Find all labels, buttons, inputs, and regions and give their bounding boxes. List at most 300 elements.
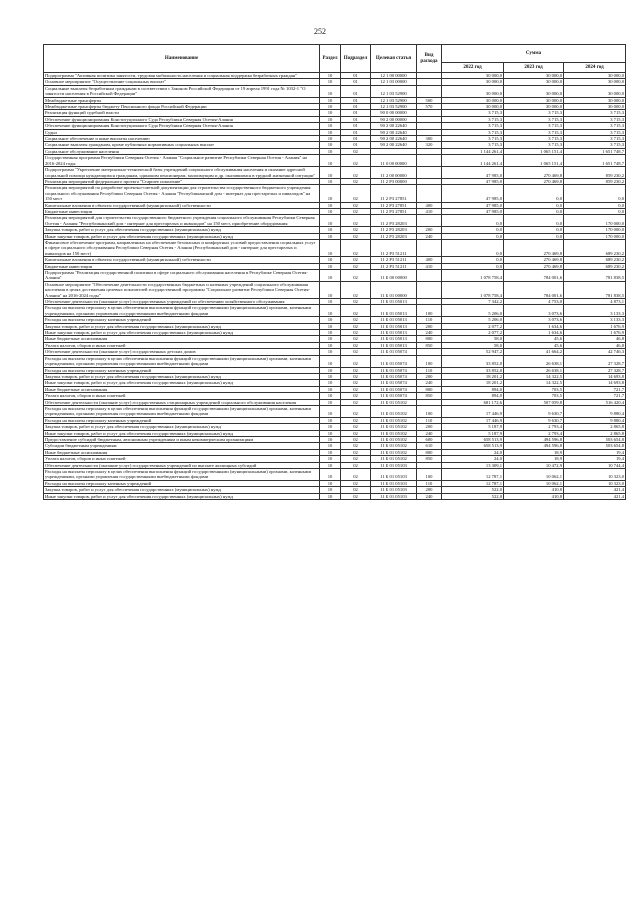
cell-expense-type: 610 bbox=[417, 443, 442, 449]
cell-target: 11 Б 01 05074 bbox=[371, 393, 417, 399]
cell-sum-2024: 170 000,0 bbox=[564, 227, 626, 233]
cell-sum-2023: 3 715,3 bbox=[504, 129, 564, 135]
cell-target: 90 2 00 22640 bbox=[371, 142, 417, 148]
cell-sum-2023: 3 715,3 bbox=[504, 142, 564, 148]
cell-section: 10 bbox=[320, 263, 341, 269]
cell-sum-2023: 45,6 bbox=[504, 336, 564, 342]
cell-sum-2023: 410,8 bbox=[504, 487, 564, 493]
cell-sum-2023: 0,0 bbox=[504, 185, 564, 202]
cell-subsection: 02 bbox=[341, 373, 371, 379]
cell-sum-2023: 784 001,6 bbox=[504, 270, 564, 282]
cell-section: 10 bbox=[320, 215, 341, 227]
cell-section: 10 bbox=[320, 355, 341, 367]
cell-sum-2023: 3 715,3 bbox=[504, 116, 564, 122]
cell-subsection: 01 bbox=[341, 79, 371, 85]
table-row bbox=[44, 167, 626, 179]
cell-subsection: 02 bbox=[341, 355, 371, 367]
cell-sum-2023: 703,5 bbox=[504, 393, 564, 399]
cell-subsection: 02 bbox=[341, 430, 371, 436]
cell-target: 11 Б 01 05103 bbox=[371, 480, 417, 486]
cell-sum-2022: 12 787,1 bbox=[442, 469, 504, 481]
cell-section: 10 bbox=[320, 305, 341, 317]
cell-target: 11 Б 01 05103 bbox=[371, 487, 417, 493]
cell-target: 11 Б 01 05013 bbox=[371, 299, 417, 305]
cell-name: Иные закупки товаров, работ и услуг для обеспечения государственных (муниципальных) нужд bbox=[44, 430, 320, 436]
cell-target: 90 2 00 22640 bbox=[371, 129, 417, 135]
cell-target: 11 2 P3 27851 bbox=[371, 185, 417, 202]
table-row bbox=[44, 305, 626, 317]
cell-sum-2023: 784 001,6 bbox=[504, 281, 564, 298]
cell-subsection: 02 bbox=[341, 342, 371, 348]
cell-sum-2023: 1 065 151,4 bbox=[504, 155, 564, 167]
cell-target: 11 Б 01 05074 bbox=[371, 373, 417, 379]
cell-sum-2024: 3 715,3 bbox=[564, 136, 626, 142]
cell-sum-2022: 33 852,0 bbox=[442, 355, 504, 367]
cell-name: Иные бюджетные ассигнования bbox=[44, 336, 320, 342]
cell-section: 10 bbox=[320, 469, 341, 481]
cell-subsection: 02 bbox=[341, 208, 371, 214]
cell-sum-2022: 13 309,1 bbox=[442, 462, 504, 468]
cell-section: 10 bbox=[320, 380, 341, 386]
cell-expense-type: 110 bbox=[417, 417, 442, 423]
cell-expense-type: 110 bbox=[417, 367, 442, 373]
cell-target: 11 Б 01 05103 bbox=[371, 462, 417, 468]
cell-sum-2022: 18 201,2 bbox=[442, 380, 504, 386]
cell-name: Расходы на выплаты персоналу казенных учреждений bbox=[44, 417, 320, 423]
cell-sum-2022: 0,0 bbox=[442, 263, 504, 269]
table-row bbox=[44, 155, 626, 167]
cell-sum-2023: 3 715,3 bbox=[504, 123, 564, 129]
cell-section: 10 bbox=[320, 116, 341, 122]
cell-sum-2023: 0,0 bbox=[504, 215, 564, 227]
cell-sum-2023: 1 634,6 bbox=[504, 330, 564, 336]
cell-sum-2022: 30 000,0 bbox=[442, 97, 504, 103]
cell-sum-2023: 270 469,8 bbox=[504, 263, 564, 269]
cell-subsection: 02 bbox=[341, 281, 371, 298]
cell-sum-2022: 0,0 bbox=[442, 239, 504, 256]
cell-name: Расходы на выплаты персоналу в целях обеспечения выполнения функций государственными (муниципальными) органами, казенными учреждениями, органами управления государственными внебюджетными фондами bbox=[44, 305, 320, 317]
cell-sum-2022: 2 077,2 bbox=[442, 323, 504, 329]
cell-target: 11 Б 01 05074 bbox=[371, 349, 417, 355]
cell-expense-type bbox=[417, 185, 442, 202]
cell-sum-2024: 781 838,5 bbox=[564, 270, 626, 282]
cell-sum-2024: 3 715,3 bbox=[564, 129, 626, 135]
cell-sum-2022: 17 446,9 bbox=[442, 417, 504, 423]
header-name: Наименование bbox=[44, 45, 320, 73]
cell-sum-2023: 30 000,0 bbox=[504, 79, 564, 85]
cell-subsection: 02 bbox=[341, 305, 371, 317]
cell-expense-type: 410 bbox=[417, 208, 442, 214]
cell-target: 11 Б 01 05102 bbox=[371, 430, 417, 436]
cell-sum-2023: 0,0 bbox=[504, 208, 564, 214]
header-subsection: Подраздел bbox=[341, 45, 371, 73]
cell-target: 11 Б 01 05102 bbox=[371, 424, 417, 430]
table-row bbox=[44, 185, 626, 202]
cell-name: Реализация мероприятий по разработке проектно-сметной документации для строительства государственного бюджетного учреждения социального обслуживания Республики Северная Осетия - Алания "Республиканский дом - интернат для престарелых и инвалидов" на 150 мест bbox=[44, 185, 320, 202]
cell-name: Иные закупки товаров, работ и услуг для обеспечения государственных (муниципальных) нужд bbox=[44, 330, 320, 336]
cell-sum-2023: 494 596,8 bbox=[504, 436, 564, 442]
header-sums: Сумма bbox=[442, 45, 626, 63]
cell-section: 10 bbox=[320, 227, 341, 233]
cell-subsection: 01 bbox=[341, 129, 371, 135]
cell-section: 10 bbox=[320, 342, 341, 348]
cell-section: 10 bbox=[320, 323, 341, 329]
cell-sum-2024: 3 715,3 bbox=[564, 123, 626, 129]
cell-section: 10 bbox=[320, 123, 341, 129]
cell-sum-2023: 10 062,1 bbox=[504, 469, 564, 481]
cell-section: 10 bbox=[320, 386, 341, 392]
cell-target: 11 2 P3 51211 bbox=[371, 257, 417, 263]
cell-section: 10 bbox=[320, 367, 341, 373]
cell-sum-2024: 421,4 bbox=[564, 493, 626, 499]
cell-sum-2024: 9 880,4 bbox=[564, 417, 626, 423]
cell-subsection: 02 bbox=[341, 380, 371, 386]
cell-target: 11 Б 01 05103 bbox=[371, 493, 417, 499]
header-year-2023: 2023 год bbox=[504, 63, 564, 73]
cell-sum-2022: 47 985,0 bbox=[442, 185, 504, 202]
cell-sum-2024: 689 230,2 bbox=[564, 263, 626, 269]
cell-sum-2023: 0,0 bbox=[504, 227, 564, 233]
cell-sum-2023: 3 073,6 bbox=[504, 317, 564, 323]
cell-subsection: 02 bbox=[341, 185, 371, 202]
cell-name: Расходы на выплаты персоналу в целях обеспечения выполнения функций государственными (муниципальными) органами, казенными учреждениями, органами управления государственными внебюджетными фондами bbox=[44, 355, 320, 367]
cell-expense-type bbox=[417, 270, 442, 282]
cell-sum-2024: 503 654,8 bbox=[564, 436, 626, 442]
cell-sum-2024: 46,8 bbox=[564, 342, 626, 348]
cell-sum-2022: 24,0 bbox=[442, 456, 504, 462]
budget-table bbox=[43, 44, 626, 500]
cell-sum-2023: 9 630,7 bbox=[504, 405, 564, 417]
cell-subsection: 02 bbox=[341, 393, 371, 399]
cell-sum-2023: 1 634,6 bbox=[504, 323, 564, 329]
cell-target: 12 1 00 00000 bbox=[371, 73, 417, 79]
cell-sum-2022: 3 715,3 bbox=[442, 123, 504, 129]
cell-sum-2022: 47 985,0 bbox=[442, 202, 504, 208]
cell-name: Социальные выплаты гражданам, кроме публичных нормативных социальных выплат bbox=[44, 142, 320, 148]
cell-subsection: 01 bbox=[341, 116, 371, 122]
table-row bbox=[44, 85, 626, 97]
cell-subsection: 01 bbox=[341, 104, 371, 110]
cell-name: Закупка товаров, работ и услуг для обеспечения государственных (муниципальных) нужд bbox=[44, 424, 320, 430]
cell-subsection: 02 bbox=[341, 349, 371, 355]
table-row bbox=[44, 215, 626, 227]
cell-name: Финансовое обеспечение программ, направленных на обеспечение безопасных и комфортных условий предоставления социальных услуг в сфере социального обслуживания Республики Северная Осетия - Алания (Республиканский дом - интернат для престарелых и инвалидов на 150 мест) bbox=[44, 239, 320, 256]
cell-section: 10 bbox=[320, 349, 341, 355]
cell-subsection: 01 bbox=[341, 123, 371, 129]
cell-sum-2024: 9 880,4 bbox=[564, 405, 626, 417]
cell-subsection: 02 bbox=[341, 202, 371, 208]
cell-sum-2022: 2 077,2 bbox=[442, 330, 504, 336]
cell-target: 90 2 00 22640 bbox=[371, 123, 417, 129]
cell-sum-2024: 10 323,0 bbox=[564, 469, 626, 481]
header-year-2024: 2024 год bbox=[564, 63, 626, 73]
cell-section: 10 bbox=[320, 443, 341, 449]
cell-sum-2022: 24,0 bbox=[442, 449, 504, 455]
table-row bbox=[44, 355, 626, 367]
cell-section: 10 bbox=[320, 281, 341, 298]
cell-expense-type: 240 bbox=[417, 380, 442, 386]
header-section: Раздел bbox=[320, 45, 341, 73]
table-row bbox=[44, 405, 626, 417]
cell-target: 11 Б 01 05102 bbox=[371, 443, 417, 449]
table-header bbox=[44, 45, 626, 73]
cell-sum-2022: 12 787,1 bbox=[442, 480, 504, 486]
cell-sum-2023: 26 638,1 bbox=[504, 355, 564, 367]
cell-name: Обеспечение деятельности (оказание услуг) государственных стационарных учреждений социального обслуживания населения bbox=[44, 399, 320, 405]
cell-name: Субсидии бюджетным учреждениям bbox=[44, 443, 320, 449]
cell-sum-2022: 47 985,0 bbox=[442, 178, 504, 184]
cell-sum-2024: 3 715,3 bbox=[564, 142, 626, 148]
cell-name: Капитальные вложения в объекты государственной (муниципальной) собственности bbox=[44, 202, 320, 208]
cell-subsection: 02 bbox=[341, 323, 371, 329]
cell-sum-2022: 0,0 bbox=[442, 233, 504, 239]
cell-sum-2024: 859 230,2 bbox=[564, 167, 626, 179]
page-number: 252 bbox=[314, 27, 326, 36]
cell-sum-2022: 3 715,3 bbox=[442, 142, 504, 148]
cell-name: Расходы на выплаты персоналу в целях обеспечения выполнения функций государственными (муниципальными) органами, казенными учреждениями, органами управления государственными внебюджетными фондами bbox=[44, 469, 320, 481]
cell-name: Межбюджетные трансферты бюджету Пенсионного фонда Российской Федерации bbox=[44, 104, 320, 110]
cell-sum-2022: 522,0 bbox=[442, 487, 504, 493]
header-expense-type: Вид расхода bbox=[417, 45, 442, 73]
cell-section: 10 bbox=[320, 142, 341, 148]
cell-section: 10 bbox=[320, 330, 341, 336]
cell-sum-2024: 421,4 bbox=[564, 487, 626, 493]
cell-expense-type: 110 bbox=[417, 317, 442, 323]
cell-name: Судьи bbox=[44, 129, 320, 135]
cell-sum-2023: 30 000,0 bbox=[504, 97, 564, 103]
cell-target: 11 Б 01 05074 bbox=[371, 380, 417, 386]
cell-name: Расходы на выплаты персоналу в целях обеспечения выполнения функций государственными (муниципальными) органами, казенными учреждениями, органами управления государственными внебюджетными фондами bbox=[44, 405, 320, 417]
cell-sum-2024: 10 323,0 bbox=[564, 480, 626, 486]
cell-section: 10 bbox=[320, 462, 341, 468]
cell-target: 12 1 03 52900 bbox=[371, 104, 417, 110]
cell-sum-2023: 18,9 bbox=[504, 449, 564, 455]
cell-name: Закупка товаров, работ и услуг для обеспечения государственных (муниципальных) нужд bbox=[44, 323, 320, 329]
cell-subsection: 02 bbox=[341, 424, 371, 430]
cell-section: 10 bbox=[320, 239, 341, 256]
cell-name: Предоставление субсидий бюджетным, автономным учреждениям и иным некоммерческим организациям bbox=[44, 436, 320, 442]
cell-name: Реализация мероприятий для строительства государственного бюджетного учреждения социального обслуживания Республики Северная Осетия - Алания "Республиканский дом - интернат для престарелых и инвалидов" на 150 мест, приобретение оборудования bbox=[44, 215, 320, 227]
cell-target: 11 Б 01 05102 bbox=[371, 417, 417, 423]
cell-name: Подпрограмма "Укрепление материально-технической базы учреждений социального обслуживания населения и оказание адресной социальной помощи нуждающимся гражданам, одиноким пенсионерам, малоимущим и др. оказавшимся в трудной жизненной ситуации" bbox=[44, 167, 320, 179]
cell-section: 10 bbox=[320, 487, 341, 493]
cell-name: Уплата налогов, сборов и иных платежей bbox=[44, 393, 320, 399]
cell-sum-2023: 0,0 bbox=[504, 233, 564, 239]
cell-name: Подпрограмма "Реализация государственной политики в сфере социального обслуживания населения в Республике Северная Осетия-Алания" bbox=[44, 270, 320, 282]
cell-sum-2024: 1 651 748,7 bbox=[564, 148, 626, 154]
cell-sum-2024: 1 676,9 bbox=[564, 330, 626, 336]
cell-name: Обеспечение функционирования Конституционного Суда Республики Северная Осетия-Алания bbox=[44, 116, 320, 122]
cell-sum-2022: 47 985,0 bbox=[442, 208, 504, 214]
cell-target: 11 Б 01 05102 bbox=[371, 449, 417, 455]
cell-sum-2022: 30 000,0 bbox=[442, 79, 504, 85]
cell-sum-2023: 30 000,0 bbox=[504, 73, 564, 79]
cell-sum-2022: 18 201,2 bbox=[442, 373, 504, 379]
cell-section: 10 bbox=[320, 85, 341, 97]
cell-subsection: 02 bbox=[341, 399, 371, 405]
cell-subsection: 02 bbox=[341, 178, 371, 184]
cell-sum-2022: 30 000,0 bbox=[442, 85, 504, 97]
cell-target: 90 2 00 00000 bbox=[371, 116, 417, 122]
cell-subsection: 02 bbox=[341, 257, 371, 263]
cell-sum-2024: 689 230,2 bbox=[564, 239, 626, 256]
cell-sum-2024: 1 676,9 bbox=[564, 323, 626, 329]
cell-name: Уплата налогов, сборов и иных платежей bbox=[44, 456, 320, 462]
cell-name: Закупка товаров, работ и услуг для обеспечения государственных (муниципальных) нужд bbox=[44, 227, 320, 233]
cell-section: 10 bbox=[320, 110, 341, 116]
cell-subsection: 02 bbox=[341, 167, 371, 179]
cell-expense-type: 100 bbox=[417, 305, 442, 317]
cell-section: 10 bbox=[320, 393, 341, 399]
cell-subsection: 02 bbox=[341, 469, 371, 481]
cell-subsection: 02 bbox=[341, 215, 371, 227]
cell-sum-2022: 30 000,0 bbox=[442, 73, 504, 79]
cell-expense-type: 100 bbox=[417, 405, 442, 417]
cell-subsection: 02 bbox=[341, 299, 371, 305]
cell-expense-type: 100 bbox=[417, 469, 442, 481]
cell-sum-2022: 3 715,3 bbox=[442, 110, 504, 116]
table-row bbox=[44, 239, 626, 256]
cell-expense-type bbox=[417, 239, 442, 256]
cell-name: Закупка товаров, работ и услуг для обеспечения государственных (муниципальных) нужд bbox=[44, 487, 320, 493]
cell-expense-type: 850 bbox=[417, 342, 442, 348]
cell-name: Иные закупки товаров, работ и услуг для обеспечения государственных (муниципальных) нужд bbox=[44, 493, 320, 499]
cell-section: 10 bbox=[320, 373, 341, 379]
cell-subsection: 02 bbox=[341, 148, 371, 154]
cell-sum-2023: 3 715,3 bbox=[504, 136, 564, 142]
table-row bbox=[44, 493, 626, 499]
cell-sum-2023: 410,8 bbox=[504, 493, 564, 499]
cell-sum-2023: 4 753,0 bbox=[504, 299, 564, 305]
cell-name: Расходы на выплаты персоналу казенных учреждений bbox=[44, 317, 320, 323]
cell-sum-2023: 14 322,5 bbox=[504, 373, 564, 379]
cell-sum-2022: 0,0 bbox=[442, 227, 504, 233]
cell-subsection: 02 bbox=[341, 462, 371, 468]
cell-expense-type: 850 bbox=[417, 393, 442, 399]
cell-sum-2022: 58,0 bbox=[442, 342, 504, 348]
cell-target: 11 2 00 00000 bbox=[371, 167, 417, 179]
cell-sum-2022: 1 144 261,4 bbox=[442, 155, 504, 167]
cell-sum-2022: 658 513,9 bbox=[442, 443, 504, 449]
cell-sum-2022: 522,0 bbox=[442, 493, 504, 499]
cell-expense-type: 200 bbox=[417, 424, 442, 430]
header-year-2022: 2022 год bbox=[442, 63, 504, 73]
cell-subsection: 01 bbox=[341, 142, 371, 148]
cell-name: Уплата налогов, сборов и иных платежей bbox=[44, 342, 320, 348]
cell-section: 10 bbox=[320, 233, 341, 239]
cell-target: 11 2 P3 51211 bbox=[371, 239, 417, 256]
cell-expense-type bbox=[417, 281, 442, 298]
cell-sum-2022: 5 206,0 bbox=[442, 305, 504, 317]
cell-sum-2023: 10 472,9 bbox=[504, 462, 564, 468]
cell-subsection: 02 bbox=[341, 155, 371, 167]
cell-sum-2024: 30 000,0 bbox=[564, 104, 626, 110]
cell-name: Расходы на выплаты персоналу казенных учреждений bbox=[44, 367, 320, 373]
cell-expense-type: 300 bbox=[417, 136, 442, 142]
cell-subsection: 02 bbox=[341, 239, 371, 256]
cell-target: 90 0 00 00000 bbox=[371, 110, 417, 116]
cell-expense-type: 200 bbox=[417, 323, 442, 329]
cell-section: 10 bbox=[320, 480, 341, 486]
cell-section: 10 bbox=[320, 208, 341, 214]
cell-expense-type: 400 bbox=[417, 257, 442, 263]
cell-sum-2022: 47 985,0 bbox=[442, 167, 504, 179]
cell-sum-2024: 781 838,5 bbox=[564, 281, 626, 298]
cell-name: Обеспечение функционирования Конституционного Суда Республики Северная Осетия-Алания bbox=[44, 123, 320, 129]
cell-sum-2024: 3 715,3 bbox=[564, 110, 626, 116]
cell-sum-2024: 721,7 bbox=[564, 386, 626, 392]
cell-name: Реализация функций судебной власти bbox=[44, 110, 320, 116]
cell-name: Бюджетные инвестиции bbox=[44, 263, 320, 269]
cell-name: Капитальные вложения в объекты государственной (муниципальной) собственности bbox=[44, 257, 320, 263]
cell-expense-type: 100 bbox=[417, 355, 442, 367]
cell-subsection: 01 bbox=[341, 85, 371, 97]
cell-sum-2024: 170 000,0 bbox=[564, 233, 626, 239]
cell-target: 11 Б 01 05074 bbox=[371, 367, 417, 373]
cell-sum-2023: 507 059,8 bbox=[504, 399, 564, 405]
cell-sum-2023: 494 596,8 bbox=[504, 443, 564, 449]
cell-target: 11 2 P3 00000 bbox=[371, 178, 417, 184]
table-row bbox=[44, 469, 626, 481]
cell-sum-2024: 30 000,0 bbox=[564, 73, 626, 79]
cell-name: Реализация мероприятий федерального проекта "Старшее поколение" bbox=[44, 178, 320, 184]
cell-section: 10 bbox=[320, 136, 341, 142]
cell-sum-2023: 18,9 bbox=[504, 456, 564, 462]
cell-expense-type: 800 bbox=[417, 336, 442, 342]
header-target: Целевая статья bbox=[371, 45, 417, 73]
cell-section: 10 bbox=[320, 336, 341, 342]
cell-section: 10 bbox=[320, 436, 341, 442]
cell-name: Социальное обеспечение и иные выплаты населению bbox=[44, 136, 320, 142]
cell-expense-type: 400 bbox=[417, 202, 442, 208]
cell-name: Закупка товаров, работ и услуг для обеспечения государственных (муниципальных) нужд bbox=[44, 373, 320, 379]
cell-sum-2023: 41 664,2 bbox=[504, 349, 564, 355]
cell-section: 10 bbox=[320, 155, 341, 167]
cell-sum-2024: 170 000,0 bbox=[564, 215, 626, 227]
cell-expense-type: 320 bbox=[417, 142, 442, 148]
cell-target: 11 Б 01 05013 bbox=[371, 336, 417, 342]
cell-name: Бюджетные инвестиции bbox=[44, 208, 320, 214]
cell-target: 12 1 03 00000 bbox=[371, 79, 417, 85]
cell-sum-2022: 0,0 bbox=[442, 215, 504, 227]
cell-target: 11 Б 01 05103 bbox=[371, 469, 417, 481]
cell-expense-type bbox=[417, 155, 442, 167]
cell-expense-type: 240 bbox=[417, 430, 442, 436]
table-row bbox=[44, 281, 626, 298]
cell-sum-2024: 19,4 bbox=[564, 456, 626, 462]
cell-section: 10 bbox=[320, 97, 341, 103]
cell-subsection: 02 bbox=[341, 270, 371, 282]
cell-expense-type bbox=[417, 215, 442, 227]
cell-section: 10 bbox=[320, 167, 341, 179]
cell-section: 10 bbox=[320, 317, 341, 323]
cell-target: 90 2 00 22640 bbox=[371, 136, 417, 142]
cell-subsection: 02 bbox=[341, 227, 371, 233]
cell-expense-type: 240 bbox=[417, 233, 442, 239]
cell-sum-2022: 658 513,9 bbox=[442, 436, 504, 442]
cell-section: 10 bbox=[320, 129, 341, 135]
cell-sum-2023: 30 000,0 bbox=[504, 104, 564, 110]
cell-expense-type: 600 bbox=[417, 436, 442, 442]
cell-sum-2023: 10 062,1 bbox=[504, 480, 564, 486]
cell-sum-2022: 894,0 bbox=[442, 386, 504, 392]
cell-subsection: 02 bbox=[341, 436, 371, 442]
cell-sum-2024: 27 328,7 bbox=[564, 355, 626, 367]
cell-section: 10 bbox=[320, 430, 341, 436]
cell-name: Обеспечение деятельности (оказание услуг) государственных учреждений по выплате жилищных субсидий bbox=[44, 462, 320, 468]
cell-expense-type: 200 bbox=[417, 373, 442, 379]
cell-name: Обеспечение деятельности (оказание услуг) государственных детских домов bbox=[44, 349, 320, 355]
